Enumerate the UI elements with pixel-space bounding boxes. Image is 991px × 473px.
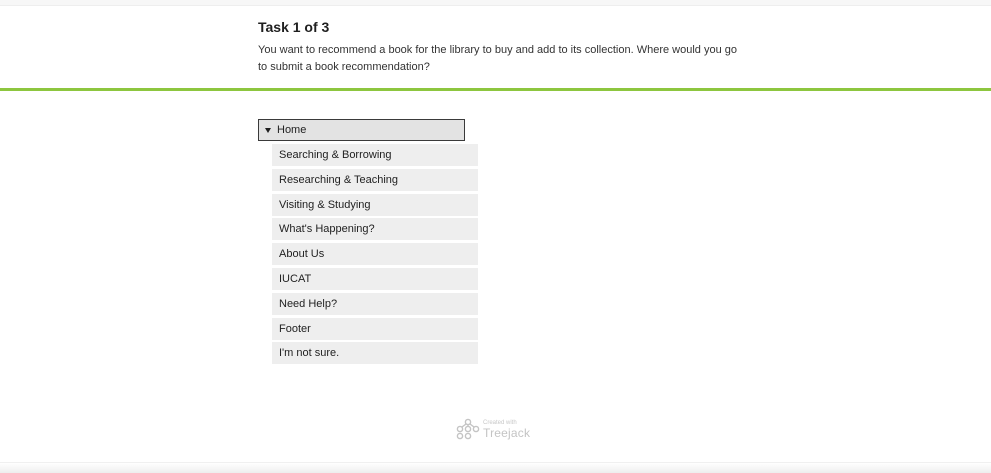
created-with-treejack[interactable] <box>456 418 530 440</box>
caret-down-icon <box>265 128 271 133</box>
tree-item-label: About Us <box>279 248 325 261</box>
task-title: Task 1 of 3 <box>258 19 330 35</box>
tree-item-footer[interactable] <box>272 318 478 340</box>
tree-root-label: Home <box>277 124 307 136</box>
tree-item-visiting-studying[interactable] <box>272 194 478 216</box>
tree-item-whats-happening[interactable] <box>272 218 478 240</box>
tree-item-label: Researching & Teaching <box>279 173 399 186</box>
bottom-edge <box>0 462 991 473</box>
tree-item-label: Footer <box>279 322 311 335</box>
tree-children <box>258 144 478 364</box>
tree-item-researching-teaching[interactable] <box>272 169 478 191</box>
created-with-label: Created with <box>483 419 517 426</box>
tree-item-label: Searching & Borrowing <box>279 149 392 161</box>
tree-item-label: IUCAT <box>279 272 312 285</box>
task-header-divider <box>0 88 991 91</box>
tree-item-iucat[interactable] <box>272 268 478 290</box>
tree-item-need-help[interactable] <box>272 293 478 315</box>
tree-item-label: What's Happening? <box>279 223 375 236</box>
tree-item-about-us[interactable] <box>272 243 478 265</box>
brand-text <box>483 420 530 439</box>
tree-item-label: I'm not sure. <box>279 347 340 360</box>
brand-name: Treejack <box>483 425 531 440</box>
navigation-tree <box>258 119 478 367</box>
treejack-logo-icon <box>456 418 480 440</box>
task-description: You want to recommend a book for the library to buy and add to its collection. Where would you go to submit a book recommendation? <box>258 44 737 73</box>
tree-root-home[interactable] <box>258 119 465 141</box>
tree-item-label: Need Help? <box>279 297 338 310</box>
tree-item-not-sure[interactable] <box>272 342 478 364</box>
tree-item-searching-borrowing[interactable] <box>272 144 478 166</box>
task-header <box>0 6 991 88</box>
tree-item-label: Visiting & Studying <box>279 198 371 211</box>
